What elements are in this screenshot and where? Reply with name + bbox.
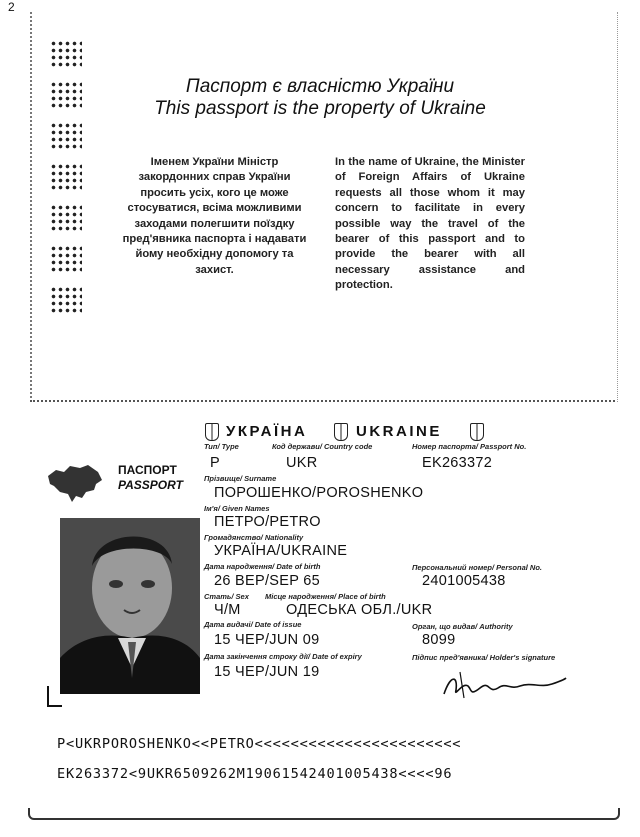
- authority-label: Орган, що видав/ Authority: [412, 622, 513, 631]
- portrait-image: [60, 518, 200, 694]
- ukraine-map-icon: [46, 462, 104, 504]
- holder-photo: [60, 518, 200, 694]
- mrz-line-1: P<UKRPOROSHENKO<<PETRO<<<<<<<<<<<<<<<<<<<<<<<: [57, 736, 462, 752]
- place-of-birth-value: ОДЕСЬКА ОБЛ./UKR: [286, 602, 433, 618]
- given-names-value: ПЕТРО/PETRO: [214, 514, 321, 530]
- doc-title-ua: ПАСПОРТ: [118, 463, 177, 477]
- surname-label: Прізвище/ Surname: [204, 474, 277, 483]
- country-name-en: UKRAINE: [356, 423, 442, 440]
- sex-label: Стать/ Sex: [204, 592, 249, 601]
- dob-value: 26 ВЕР/SEP 65: [214, 573, 321, 589]
- country-code-value: UKR: [286, 455, 318, 471]
- mrz-line-2: EK263372<9UKR6509262M19061542401005438<<<<96: [57, 766, 453, 782]
- perforation-digit: [50, 204, 82, 232]
- surname-value: ПОРОШЕНКО/POROSHENKO: [214, 485, 424, 501]
- trident-icon: [470, 423, 484, 441]
- personal-no-label: Персональний номер/ Personal No.: [412, 563, 543, 572]
- passport-no-label: Номер паспорта/ Passport No.: [412, 442, 527, 451]
- country-code-label: Код держави/ Country code: [272, 442, 373, 451]
- personal-no-value: 2401005438: [422, 573, 506, 589]
- authority-value: 8099: [422, 632, 456, 648]
- trident-icon: [334, 423, 348, 441]
- perforation-digit: [50, 286, 82, 314]
- dob-label: Дата народження/ Date of birth: [204, 562, 321, 571]
- page-number: 2: [8, 0, 15, 14]
- place-of-birth-label: Місце народження/ Place of birth: [265, 592, 386, 601]
- date-of-issue-label: Дата видачі/ Date of issue: [204, 620, 302, 629]
- type-value: P: [210, 455, 220, 471]
- country-name-ua: УКРАЇНА: [226, 423, 308, 440]
- perforation-digit: [50, 122, 82, 150]
- type-label: Тип/ Type: [204, 442, 239, 451]
- doc-title-en: PASSPORT: [118, 478, 183, 492]
- holder-signature: [440, 668, 570, 702]
- date-of-expiry-label: Дата закінчення строку дії/ Date of expiry: [204, 652, 362, 661]
- corner-mark: [46, 686, 62, 708]
- date-of-issue-value: 15 ЧЕР/JUN 09: [214, 632, 320, 648]
- property-title-en: This passport is the property of Ukraine: [154, 98, 486, 119]
- nationality-label: Громадянство/ Nationality: [204, 533, 304, 542]
- given-names-label: Ім'я/ Given Names: [204, 504, 270, 513]
- perforation-digit: [50, 40, 82, 68]
- page-divider: [30, 400, 615, 402]
- nationality-value: УКРАЇНА/UKRAINE: [214, 543, 348, 559]
- request-text-ua: Іменем України Міністр закордонних справ України просить усіх, кого це може стосуватися, всіма можливими заходами полегшити поїздку пред'явника паспорта і надавати йому необхідну допомогу та захист.: [122, 156, 307, 276]
- sex-value: Ч/M: [214, 602, 241, 618]
- passport-no-value: EK263372: [422, 455, 493, 471]
- perforation-digit: [50, 163, 82, 191]
- property-title-ua: Паспорт є власністю України: [185, 76, 455, 97]
- trident-icon: [205, 423, 219, 441]
- date-of-expiry-value: 15 ЧЕР/JUN 19: [214, 664, 320, 680]
- perforation-digit: [50, 245, 82, 273]
- signature-label: Підпис пред'явника/ Holder's signature: [412, 653, 556, 662]
- page-bottom-border: [28, 808, 620, 820]
- request-text-en: In the name of Ukraine, the Minister of Foreign Affairs of Ukraine requests all those whom it may concern to facilitate in every possible way the travel of the bearer of this passport and to provide the bearer with all necessary assistance and protection.: [335, 156, 525, 292]
